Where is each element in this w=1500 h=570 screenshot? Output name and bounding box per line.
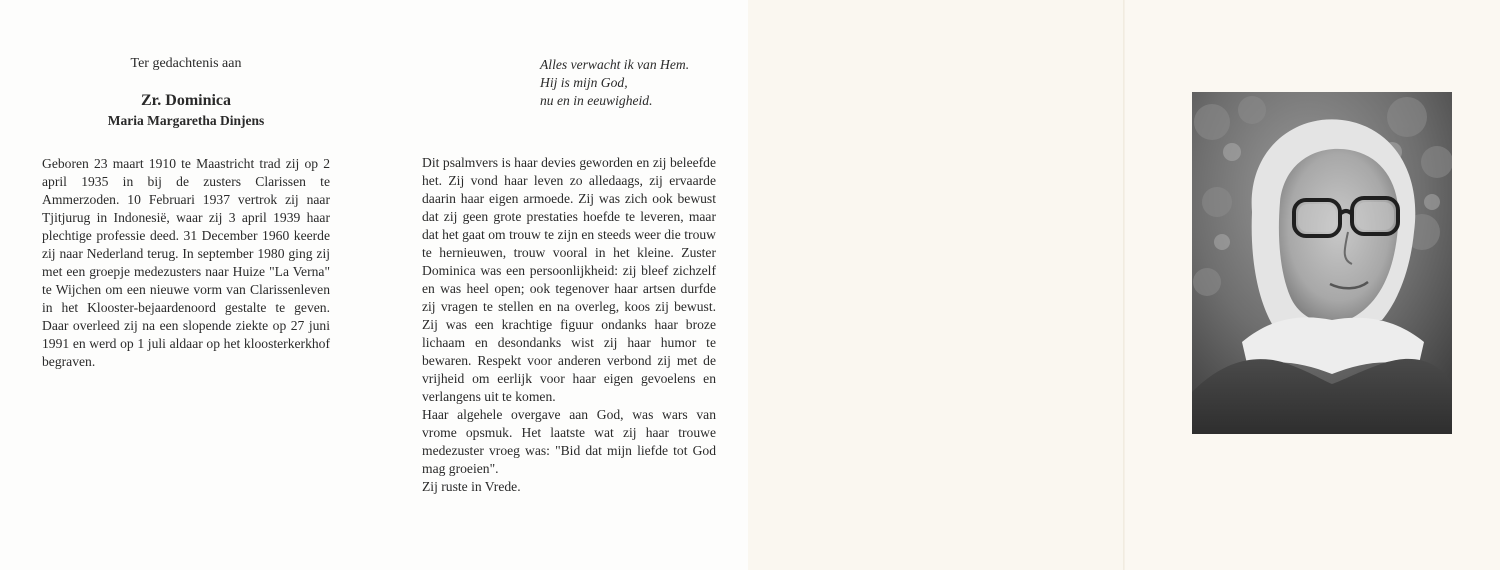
psalm-line: Alles verwacht ik van Hem. [540, 57, 690, 72]
tribute-paragraph: Haar algehele overgave aan God, was wars van vrome opsmuk. Het laatste wat zij haar trouwe medezuster vroeg was: "Bid dat mijn liefde tot God mag groeien". [422, 407, 716, 476]
biography-text: Geboren 23 maart 1910 te Maastricht trad zij op 2 april 1935 in bij de zusters Clarissen te Ammerzoden. 10 Februari 1937 vertrok zij naar Tjitjurug in Indonesië, waar zij 3 april 1939 haar plechtige professie deed. 31 December 1960 keerde zij naar Nederland terug. In september 1980 ging zij met een groepje medezusters naar Huize "La Verna" te Wijchen om een nieuwe vorm van Clarissenleven in het Klooster-bejaardenoord gestalte te geven. Daar overleed zij na een slopende ziekte op 27 juni 1991 en werd op 1 juli aldaar op het kloosterkerkhof begraven. [42, 156, 330, 369]
tribute-paragraph: Dit psalmvers is haar devies geworden en zij beleefde het. Zij vond haar leven zo alledaags, zij ervaarde daarin haar eigen armoede. Zij was zich ook bewust dat zij geen grote prestaties hoefde te leveren, maar dat het gaat om trouw te zijn en steeds weer die trouw te hernieuwen, trouw vooral in het kleine. Zuster Dominica was een persoonlijkheid: zij bleef zichzelf en was heel open; ook tegenover haar artsen durfde zij vragen te stellen en na overleg, koos zij bewust. Zij was een krachtige figuur ondanks haar broze lichaam en desondanks wist zij haar humor te bewaren. Respekt voor anderen verbond zij met de vrijheid om eerlijk voor haar eigen gevoelens en verlangens uit te komen. [422, 155, 716, 404]
portrait-photo [1192, 92, 1452, 434]
tribute-text [422, 154, 716, 496]
closing-line: Zij ruste in Vrede. [422, 479, 521, 494]
full-name: Maria Margaretha Dinjens [107, 113, 265, 128]
religious-name: Zr. Dominica [140, 92, 232, 109]
middle-column [422, 56, 716, 496]
intro-line: Ter gedachtenis aan [130, 56, 242, 71]
psalm-line: Hij is mijn God, [540, 75, 628, 90]
psalm-verse [540, 56, 716, 110]
fold-crease [1123, 0, 1125, 570]
blank-back-panel [748, 0, 1124, 570]
portrait-image [1192, 92, 1452, 434]
psalm-line: nu en in eeuwigheid. [540, 93, 653, 108]
left-column [42, 56, 330, 371]
